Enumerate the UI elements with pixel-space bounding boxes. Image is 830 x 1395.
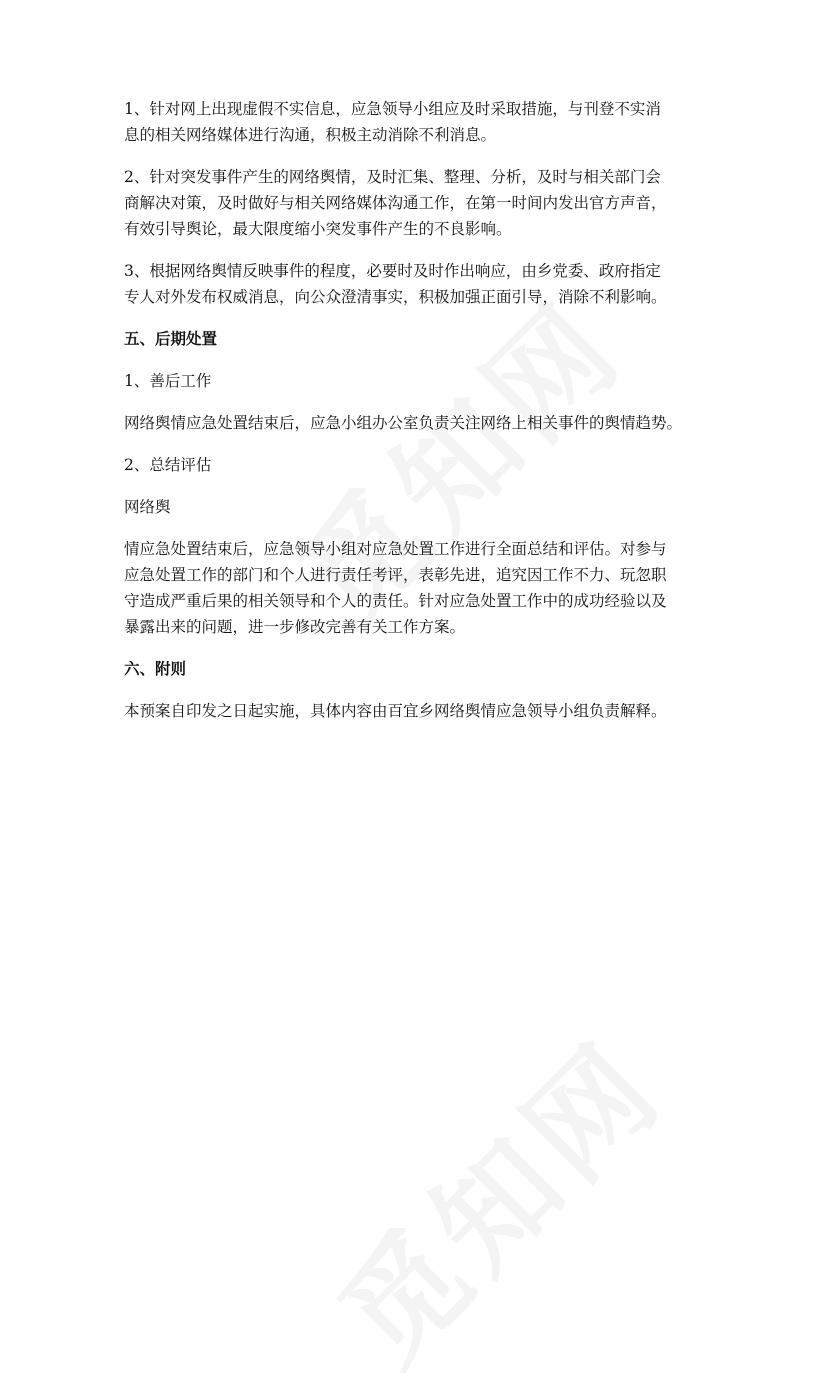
paragraph-aftercare: 网络舆情应急处置结束后，应急小组办公室负责关注网络上相关事件的舆情趋势。 — [124, 414, 683, 432]
paragraph-2 — [124, 164, 714, 242]
subheading-aftercare: 1、善后工作 — [124, 372, 212, 390]
paragraph-1 — [124, 96, 714, 148]
paragraph-line: 商解决对策，及时做好与相关网络媒体沟通工作，在第一时间内发出官方声音， — [124, 194, 667, 212]
paragraph-supplementary: 本预案自印发之日起实施，具体内容由百宜乡网络舆情应急领导小组负责解释。 — [124, 702, 667, 720]
paragraph-line: 2、针对突发事件产生的网络舆情，及时汇集、整理、分析，及时与相关部门会 — [124, 168, 661, 186]
subheading-evaluation: 2、总结评估 — [124, 456, 212, 474]
paragraph-line: 守造成严重后果的相关领导和个人的责任。针对应急处置工作中的成功经验以及 — [124, 592, 667, 610]
watermark — [296, 997, 693, 1394]
paragraph-line: 息的相关网络媒体进行沟通，积极主动消除不利消息。 — [124, 126, 497, 144]
paragraph-line: 1、针对网上出现虚假不实信息，应急领导小组应及时采取措施，与刊登不实消 — [124, 100, 661, 118]
section-heading-6: 六、附则 — [124, 660, 187, 678]
paragraph-line: 情应急处置结束后，应急领导小组对应急处置工作进行全面总结和评估。对参与 — [124, 540, 667, 558]
paragraph-line: 3、根据网络舆情反映事件的程度，必要时及时作出响应，由乡党委、政府指定 — [124, 262, 661, 280]
paragraph-line: 专人对外发布权威消息，向公众澄清事实，积极加强正面引导，消除不利影响。 — [124, 288, 667, 306]
paragraph-evaluation — [124, 536, 714, 640]
paragraph-evaluation-start: 网络舆 — [124, 498, 171, 516]
paragraph-line: 有效引导舆论，最大限度缩小突发事件产生的不良影响。 — [124, 220, 512, 238]
paragraph-line: 暴露出来的问题，进一步修改完善有关工作方案。 — [124, 618, 466, 636]
section-heading-5: 五、后期处置 — [124, 330, 218, 348]
paragraph-3 — [124, 258, 714, 310]
paragraph-line: 应急处置工作的部门和个人进行责任考评，表彰先进，追究因工作不力、玩忽职 — [124, 566, 667, 584]
document-body — [124, 96, 714, 740]
